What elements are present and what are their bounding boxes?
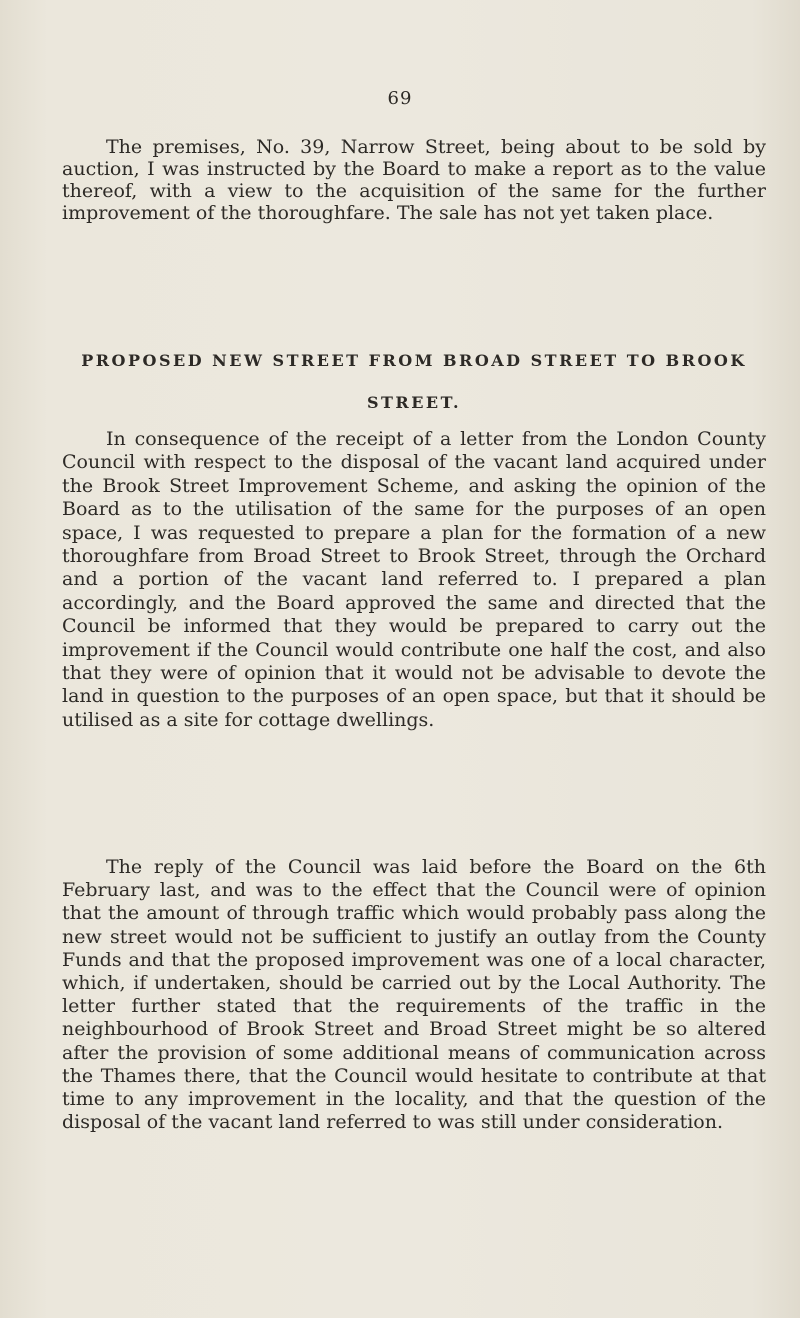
paragraph-letter-london-county-council [62,428,766,732]
paragraph-text: The premises, No. 39, Narrow Street, being about to be sold by auction, I was instructed by the Board to make a report as to the value thereof, with a view to the acquisition of the same for the further improvement of the thoroughfare. The sale has not yet taken place. [62,136,766,224]
paragraph-premises-narrow-street [62,136,766,224]
page-number: 69 [387,88,413,109]
paragraph-council-reply [62,856,766,1134]
section-heading: PROPOSED NEW STREET FROM BROAD STREET TO BROOK STREET. [81,351,747,412]
paragraph-text: The reply of the Council was laid before the Board on the 6th February last, and was to the effect that the Council were of opinion that the amount of through traffic which would probably pass along the new street would not be sufficient to justify an outlay from the County Funds and that the proposed improvement was one of a local character, which, if undertaken, should be carried out by the Local Authority. The letter further stated that the requirements of the traffic in the neighbourhood of Brook Street and Broad Street might be so altered after the provision of some additional means of communication across the Thames there, that the Council would hesitate to contribute at that time to any improvement in the locality, and that the question of the disposal of the vacant land referred to was still under consideration. [62,856,766,1134]
paragraph-text: In consequence of the receipt of a letter from the London County Council with respect to the disposal of the vacant land acquired under the Brook Street Improvement Scheme, and asking the opinion of the Board as to the utilisation of the same for the purposes of an open space, I was requested to prepare a plan for the formation of a new thoroughfare from Broad Street to Brook Street, through the Orchard and a portion of the vacant land referred to. I prepared a plan accordingly, and the Board approved the same and directed that the Council be informed that they would be prepared to carry out the improvement if the Council would contribute one half the cost, and also that they were of opinion that it would not be advisable to devote the land in question to the purposes of an open space, but that it should be utilised as a site for cottage dwellings. [62,428,766,731]
